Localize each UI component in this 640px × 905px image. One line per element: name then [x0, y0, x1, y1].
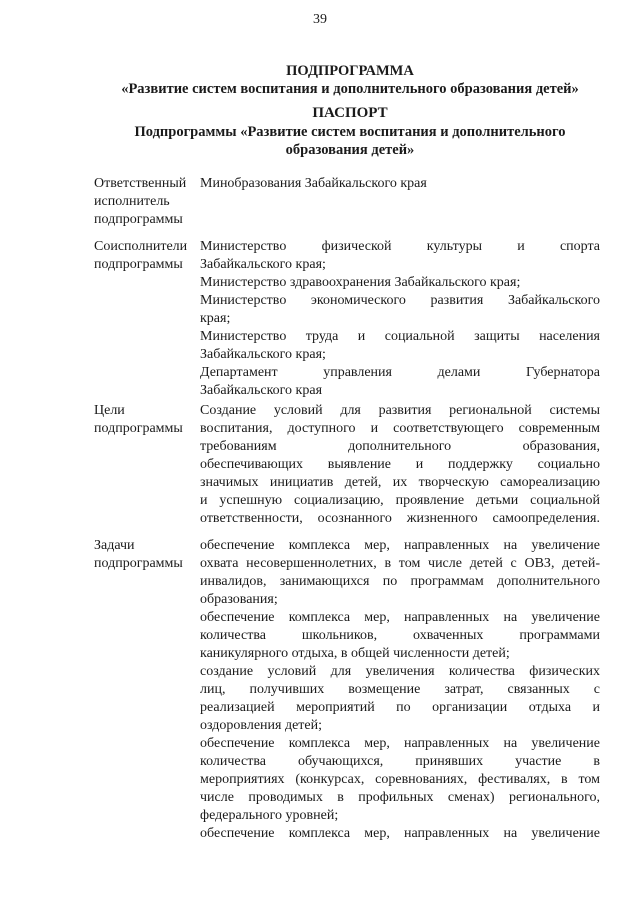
value-line: федерального уровней;: [200, 808, 339, 823]
value-line: количества обучающихся, принявших участие в: [200, 754, 600, 769]
passport-subtitle-line1: Подпрограммы «Развитие систем воспитания и дополнительного: [134, 124, 566, 140]
value-line: Забайкальского края: [200, 383, 323, 398]
value-line: каникулярного отдыха, в общей численности детей;: [200, 646, 510, 661]
value-line: числе проводимых в профильных сменах) регионального,: [200, 790, 600, 805]
value-line: края;: [200, 311, 231, 326]
value-line: реализацией мероприятий по организации отдыха и: [200, 700, 600, 715]
row-label: [94, 402, 204, 438]
value-line: оздоровления детей;: [200, 718, 323, 733]
value-line: ответственности, осознанного жизненного самоопределения.: [200, 511, 600, 526]
value-line: обеспечивающих выявление и поддержку социально: [200, 457, 600, 472]
subprogram-name: «Развитие систем воспитания и дополнительного образования детей»: [121, 81, 579, 97]
value-line: обеспечение комплекса мер, направленных на увеличение: [200, 826, 600, 841]
value-line: Министерство физической культуры и спорта: [200, 239, 600, 254]
value-line: требованиям дополнительного образования,: [200, 439, 600, 454]
value-line: лиц, получивших возмещение затрат, связанных с: [200, 682, 600, 697]
value-line: Минобразования Забайкальского края: [200, 176, 427, 191]
value-line: Забайкальского края;: [200, 257, 326, 272]
passport-title: ПАСПОРТ: [312, 105, 388, 121]
value-line: Создание условий для развития региональной системы: [200, 403, 600, 418]
value-line: образования;: [200, 592, 278, 607]
value-line: обеспечение комплекса мер, направленных на увеличение: [200, 610, 600, 625]
value-line: создание условий для увеличения количества физических: [200, 664, 600, 679]
label-line: Соисполнители: [94, 239, 188, 254]
row-label: [94, 537, 204, 573]
label-line: подпрограммы: [94, 421, 183, 436]
row-value: [200, 175, 600, 193]
value-line: обеспечение комплекса мер, направленных на увеличение: [200, 736, 600, 751]
value-line: инвалидов, занимающихся по программам дополнительного: [200, 574, 600, 589]
row-label: [94, 175, 204, 229]
value-line: Забайкальского края;: [200, 347, 326, 362]
label-line: исполнитель: [94, 194, 170, 209]
label-line: подпрограммы: [94, 556, 183, 571]
value-line: воспитания, доступного и соответствующего современным: [200, 421, 600, 436]
page-number: 39: [313, 12, 327, 27]
label-line: подпрограммы: [94, 257, 183, 272]
value-line: обеспечение комплекса мер, направленных на увеличение: [200, 538, 600, 553]
value-line: охвата несовершеннолетних, в том числе детей с ОВЗ, детей-: [200, 556, 600, 571]
value-line: значимых инициатив детей, их творческую самореализацию: [200, 475, 600, 490]
label-line: Ответственный: [94, 176, 187, 191]
value-line: Министерство труда и социальной защиты населения: [200, 329, 600, 344]
value-line: Министерство экономического развития Забайкальского: [200, 293, 600, 308]
row-label: [94, 238, 204, 274]
passport-subtitle-line2: образования детей»: [285, 142, 415, 158]
value-line: мероприятиях (конкурсах, соревнованиях, фестивалях, в том: [200, 772, 600, 787]
value-line: Министерство здравоохранения Забайкальского края;: [200, 275, 521, 290]
subprogram-title: ПОДПРОГРАММА: [286, 63, 414, 79]
value-line: Департамент управления делами Губернатора: [200, 365, 600, 380]
row-value: [200, 238, 600, 400]
label-line: подпрограммы: [94, 212, 183, 227]
label-line: Цели: [94, 403, 125, 418]
label-line: Задачи: [94, 538, 135, 553]
row-value: [200, 402, 600, 528]
value-line: и успешную социализацию, проявление детьми социальной: [200, 493, 600, 508]
row-value: [200, 537, 600, 843]
value-line: количества школьников, охваченных программами: [200, 628, 600, 643]
